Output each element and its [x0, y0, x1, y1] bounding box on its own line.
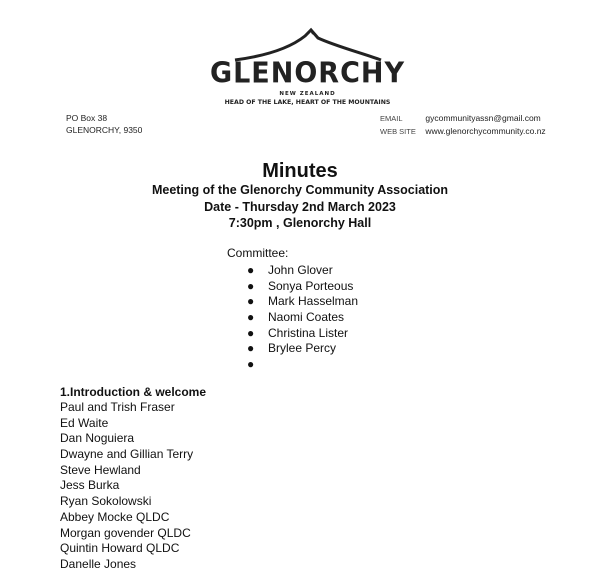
website-row [380, 125, 546, 138]
bullet-icon: ● [247, 357, 255, 372]
logo-wordmark: GLENORCHY [209, 57, 406, 90]
meeting-time-place: 7:30pm , Glenorchy Hall [228, 216, 372, 230]
meeting-subtitle: Meeting of the Glenorchy Community Association [151, 183, 449, 197]
logo-country: NEW ZEALAND [279, 91, 336, 97]
list-item: Morgan govender QLDC [60, 525, 191, 540]
list-item: Danelle Jones [60, 556, 137, 571]
page-title: Minutes [262, 160, 338, 182]
list-item: ● Naomi Coates [247, 310, 345, 325]
bullet-icon: ● [247, 294, 255, 309]
meeting-date: Date - Thursday 2nd March 2023 [204, 200, 396, 214]
bullet-icon: ● [247, 310, 255, 325]
list-item: ● Brylee Percy [247, 341, 337, 356]
list-item: Steve Hewland [60, 462, 141, 477]
list-item: Quintin Howard QLDC [60, 541, 180, 556]
list-item: Dan Noguiera [60, 431, 135, 446]
list-item: Paul and Trish Fraser [60, 400, 175, 414]
list-item: Ed Waite [60, 415, 109, 430]
address-line-2: GLENORCHY, 9350 [66, 125, 143, 135]
section-heading: 1.Introduction & welcome [60, 385, 207, 399]
list-item: ● Mark Hasselman [247, 294, 359, 309]
committee-label: Committee: [227, 246, 289, 260]
address-line-1: PO Box 38 [66, 113, 108, 123]
bullet-icon: ● [247, 341, 255, 356]
bullet-icon: ● [247, 325, 255, 340]
list-item: Ryan Sokolowski [60, 494, 152, 509]
list-item: ● John Glover [247, 263, 333, 277]
website-value[interactable]: www.glenorchycommunity.co.nz [425, 126, 546, 136]
logo-tagline: HEAD OF THE LAKE, HEART OF THE MOUNTAINS [224, 99, 391, 106]
email-row [380, 112, 546, 125]
list-item: Dwayne and Gillian Terry [60, 447, 194, 462]
bullet-icon: ● [247, 278, 255, 293]
section-introduction [60, 385, 206, 573]
list-item: Jess Burka [60, 478, 120, 493]
contact-details [380, 112, 546, 138]
list-item: ● Christina Lister [247, 325, 349, 340]
list-item [227, 357, 358, 373]
website-label: WEB SITE [380, 127, 416, 136]
attendee-list [60, 400, 206, 573]
list-item: Abbey Mocke QLDC [60, 509, 170, 524]
email-value[interactable]: gycommunityassn@gmail.com [425, 113, 541, 123]
postal-address [66, 112, 142, 136]
committee-block [227, 246, 358, 373]
list-item: ● Sonya Porteous [247, 278, 354, 293]
email-label: EMAIL [380, 114, 403, 123]
committee-list [227, 263, 358, 373]
bullet-icon: ● [247, 263, 255, 277]
glenorchy-logo [205, 20, 410, 120]
